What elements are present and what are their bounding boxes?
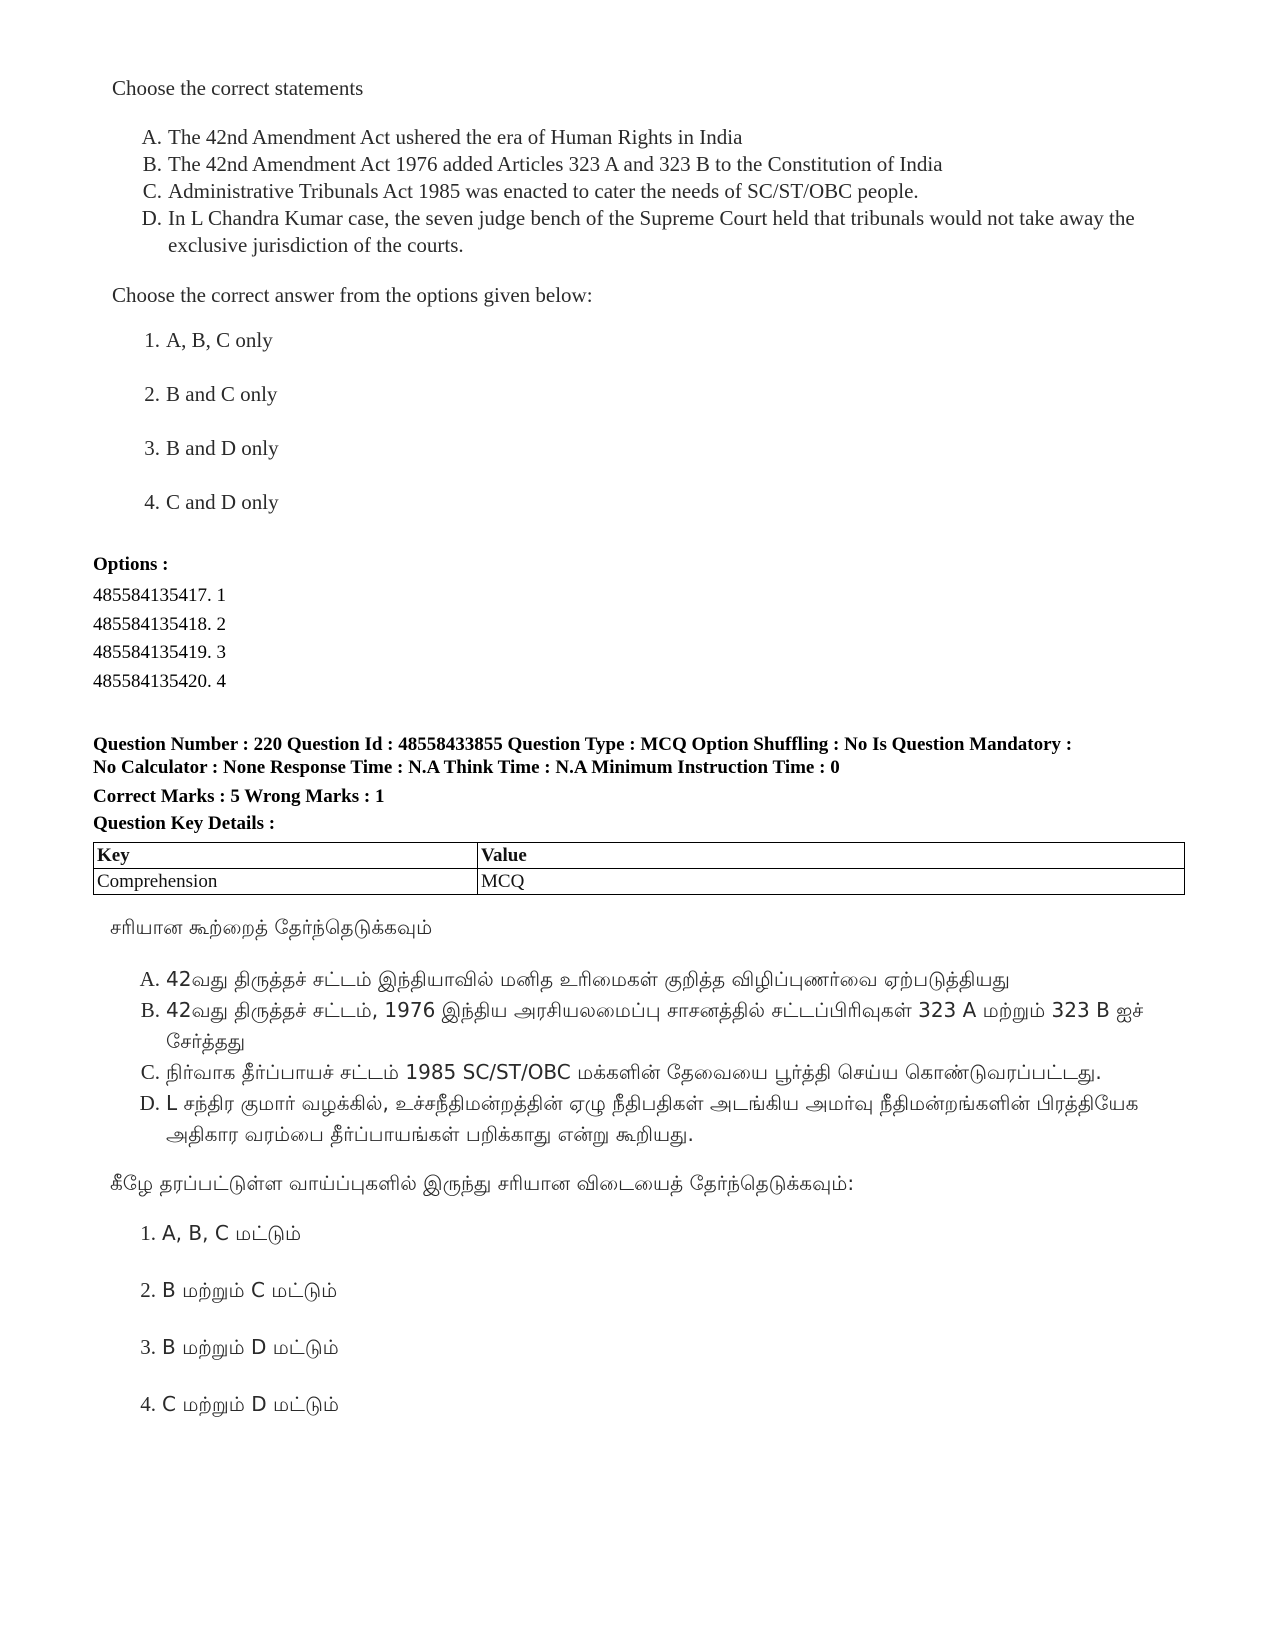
question-info-line1: Question Number : 220 Question Id : 48558433855 Question Type : MCQ Option Shuffling : No Is Question Mandatory :: [93, 734, 1073, 755]
tamil-question-lead: சரியான கூற்றைத் தேர்ந்தெடுக்கவும்: [110, 915, 433, 939]
english-option-1: 1. A, B, C only: [144, 328, 273, 352]
table-header-key: Key: [94, 843, 478, 869]
tamil-choose-instruction: கீழே தரப்பட்டுள்ள வாய்ப்புகளில் இருந்து சரியான விடையைத் தேர்ந்தெடுக்கவும்:: [110, 1171, 855, 1195]
option-id-item: 485584135419. 3: [93, 642, 226, 663]
tamil-option-3: 3. B மற்றும் D மட்டும்: [140, 1335, 339, 1359]
table-cell-value: MCQ: [478, 869, 1185, 895]
tamil-statements: [110, 964, 1210, 1150]
key-details-table: [93, 842, 1185, 895]
key-details-heading: Question Key Details :: [93, 813, 276, 834]
statement-a: A. The 42nd Amendment Act ushered the era of Human Rights in India: [141, 125, 743, 149]
question-info-line2: No Calculator : None Response Time : N.A Think Time : N.A Minimum Instruction Time : 0: [93, 757, 840, 778]
english-option-3: 3. B and D only: [144, 436, 279, 460]
english-choose-instruction: Choose the correct answer from the options given below:: [112, 283, 593, 307]
table-header-value: Value: [478, 843, 1185, 869]
options-heading: Options :: [93, 554, 169, 575]
options-id-list: [93, 582, 226, 696]
tamil-question: [110, 912, 1210, 1446]
tamil-statement-b: B. 42வது திருத்தச் சட்டம், 1976 இந்திய அரசியலமைப்பு சாசனத்தில் சட்டப்பிரிவுகள் 323 A மற்றும் 323 B ஐச் சேர்த்தது: [140, 998, 1144, 1053]
tamil-option-2: 2. B மற்றும் C மட்டும்: [140, 1278, 338, 1302]
option-id-item: 485584135417. 1: [93, 585, 226, 606]
statement-b: B. The 42nd Amendment Act 1976 added Articles 323 A and 323 B to the Constitution of India: [142, 152, 943, 176]
english-statements: [112, 124, 1192, 259]
english-question-lead: Choose the correct statements: [112, 76, 364, 100]
marks-info: Correct Marks : 5 Wrong Marks : 1: [93, 786, 385, 807]
table-row: [94, 869, 1185, 895]
tamil-statement-a: A. 42வது திருத்தச் சட்டம் இந்தியாவில் மனித உரிமைகள் குறித்த விழிப்புணர்வை ஏற்படுத்தியது: [139, 967, 1010, 991]
tamil-option-4: 4. C மற்றும் D மட்டும்: [140, 1392, 339, 1416]
tamil-option-1: 1. A, B, C மட்டும்: [140, 1221, 302, 1245]
tamil-statement-c: C. நிர்வாக தீர்ப்பாயச் சட்டம் 1985 SC/ST/OBC மக்களின் தேவையை பூர்த்தி செய்ய கொண்டுவரப்பட்டது.: [140, 1060, 1102, 1084]
english-option-4: 4. C and D only: [144, 490, 279, 514]
english-options: [112, 327, 1192, 543]
statement-c: C. Administrative Tribunals Act 1985 was enacted to cater the needs of SC/ST/OBC people.: [142, 179, 919, 203]
tamil-options: [110, 1218, 1210, 1446]
table-header-row: [94, 843, 1185, 869]
statement-d: D. In L Chandra Kumar case, the seven judge bench of the Supreme Court held that tribunals would not take away the exclusive jurisdiction of the courts.: [141, 206, 1135, 257]
english-question: [112, 76, 1192, 543]
tamil-statement-d: D. L சந்திர குமார் வழக்கில், உச்சநீதிமன்றத்தின் ஏழு நீதிபதிகள் அடங்கிய அமர்வு நீதிமன்றங்களின் பிரத்தியேக அதிகார வரம்பை தீர்ப்பாயங்கள் பறிக்காது என்று கூறியது.: [139, 1091, 1139, 1146]
english-option-2: 2. B and C only: [144, 382, 278, 406]
table-cell-key: Comprehension: [94, 869, 478, 895]
question-info: [93, 733, 1193, 779]
option-id-item: 485584135420. 4: [93, 670, 226, 692]
option-id-item: 485584135418. 2: [93, 613, 226, 635]
